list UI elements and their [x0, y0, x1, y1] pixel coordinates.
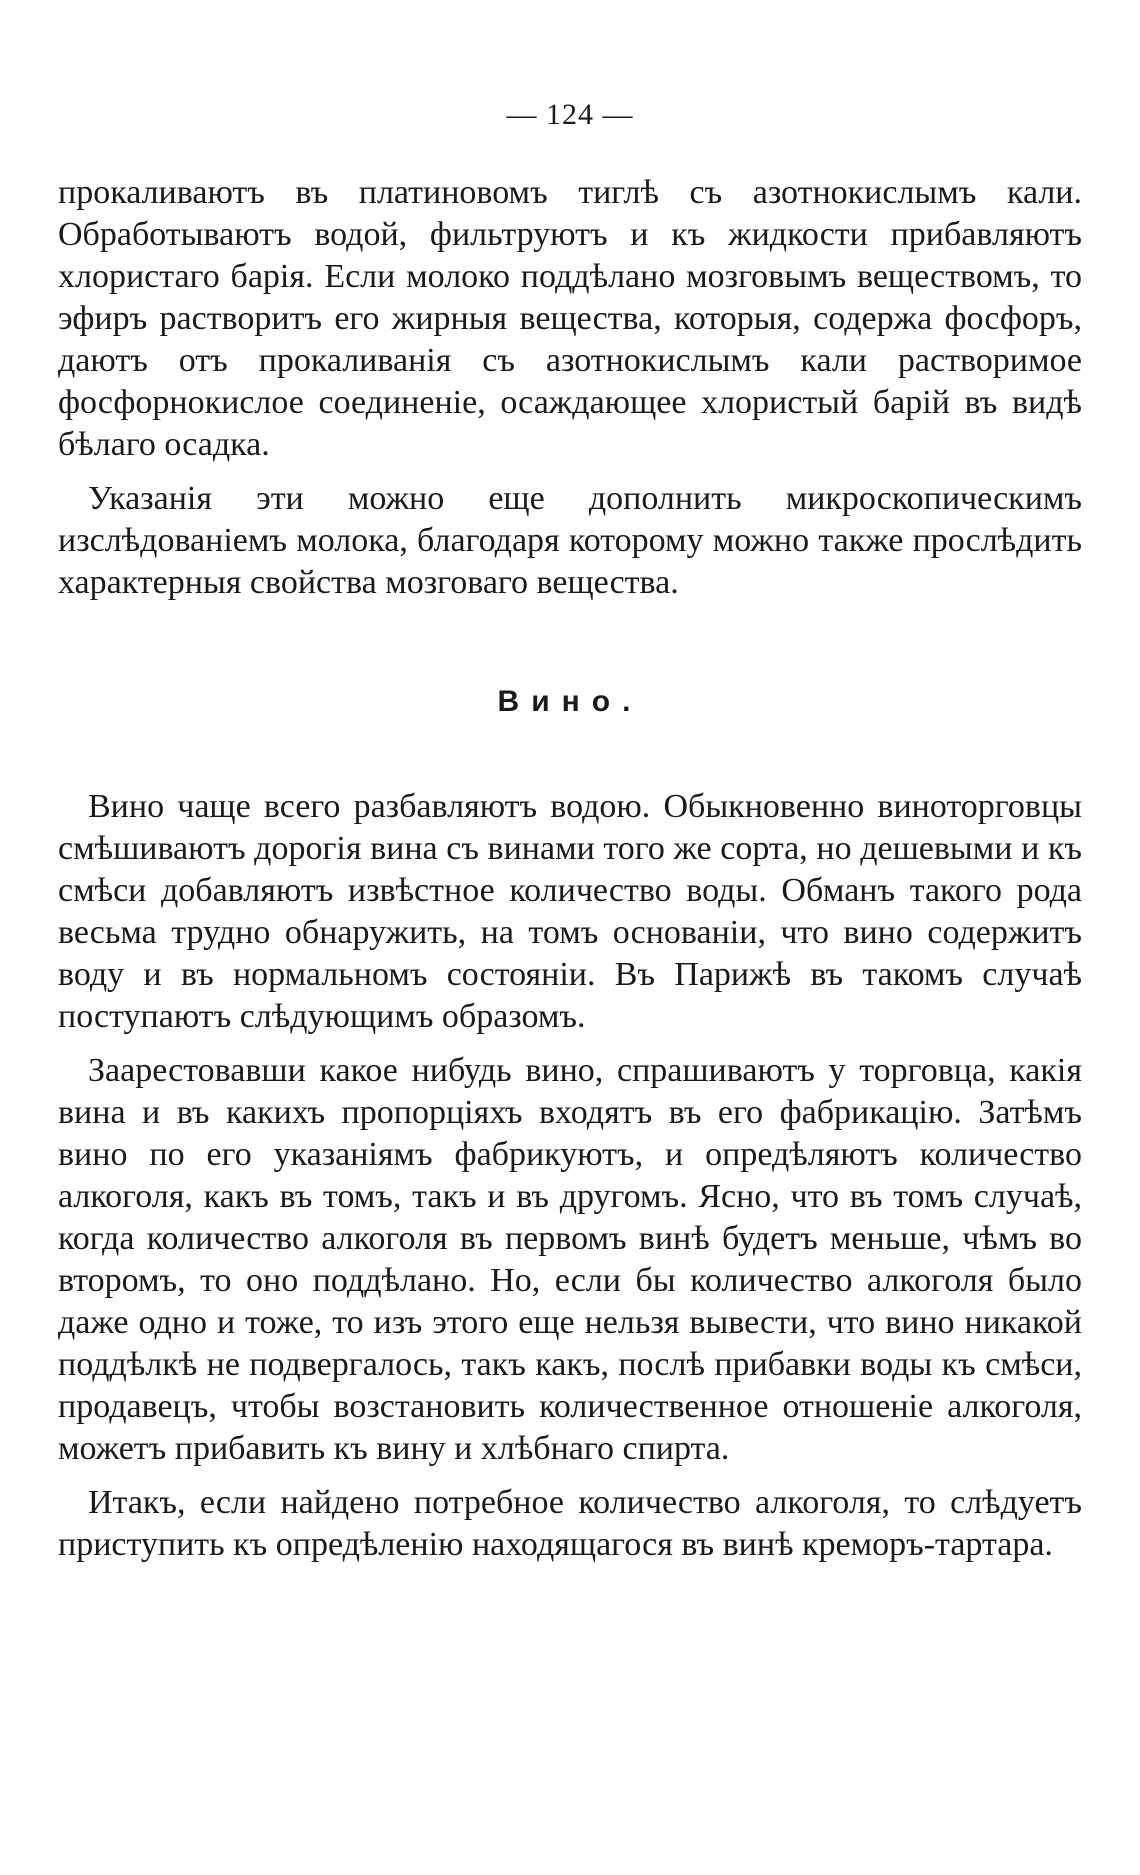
section-heading-wine: Вино. — [497, 685, 643, 718]
page-number: — 124 — — [506, 98, 634, 131]
paragraph-wine-dilution: Вино чаще всего разбавляютъ водою. Обыкновенно виноторговцы смѣшиваютъ дорогія вина съ винами того же сорта, но дешевыми и къ смѣси добавляютъ извѣстное количество воды. Обманъ такого рода весьма трудно обнаружить, на томъ основаніи, что вино содержитъ воду и въ нормальномъ состояніи. Въ Парижѣ въ такомъ случаѣ поступаютъ слѣдующимъ образомъ. — [58, 788, 1082, 1035]
paragraph-wine-testing: Заарестовавши какое нибудь вино, спрашиваютъ у торговца, какія вина и въ какихъ пропорціяхъ входятъ въ его фабрикацію. Затѣмъ вино по его указаніямъ фабрикуютъ, и опредѣляютъ количество алкоголя, какъ въ томъ, такъ и въ другомъ. Ясно, что въ томъ случаѣ, когда количество алкоголя въ первомъ винѣ будетъ меньше, чѣмъ во второмъ, то оно поддѣлано. Но, если бы количество алкоголя было даже одно и тоже, то изъ этого еще нельзя вывести, что вино никакой поддѣлкѣ не подвергалось, такъ какъ, послѣ прибавки воды къ смѣси, продавецъ, чтобы возстановить количественное отношеніе алкоголя, можетъ прибавить къ вину и хлѣбнаго спирта. — [58, 1052, 1082, 1467]
paragraph-continuation: прокаливаютъ въ платиновомъ тиглѣ съ азотнокислымъ кали. Обработываютъ водой, фильтруютъ и къ жидкости прибавляютъ хлористаго барія. Если молоко поддѣлано мозговымъ веществомъ, то эфиръ растворитъ его жирныя вещества, которыя, содержа фосфоръ, даютъ отъ прокаливанія съ азотнокислымъ кали растворимое фосфорнокислое соединеніе, осаждающее хлористый барій въ видѣ бѣлаго осадка. — [58, 174, 1082, 463]
paragraph-microscopy: Указанія эти можно еще дополнить микроскопическимъ изслѣдованіемъ молока, благодаря которому можно также прослѣдить характерныя свойства мозговаго вещества. — [58, 480, 1082, 601]
paragraph-cream-of-tartar: Итакъ, если найдено потребное количество алкоголя, то слѣдуетъ приступить къ опредѣленію находящагося въ винѣ креморъ-тартара. — [58, 1484, 1082, 1563]
